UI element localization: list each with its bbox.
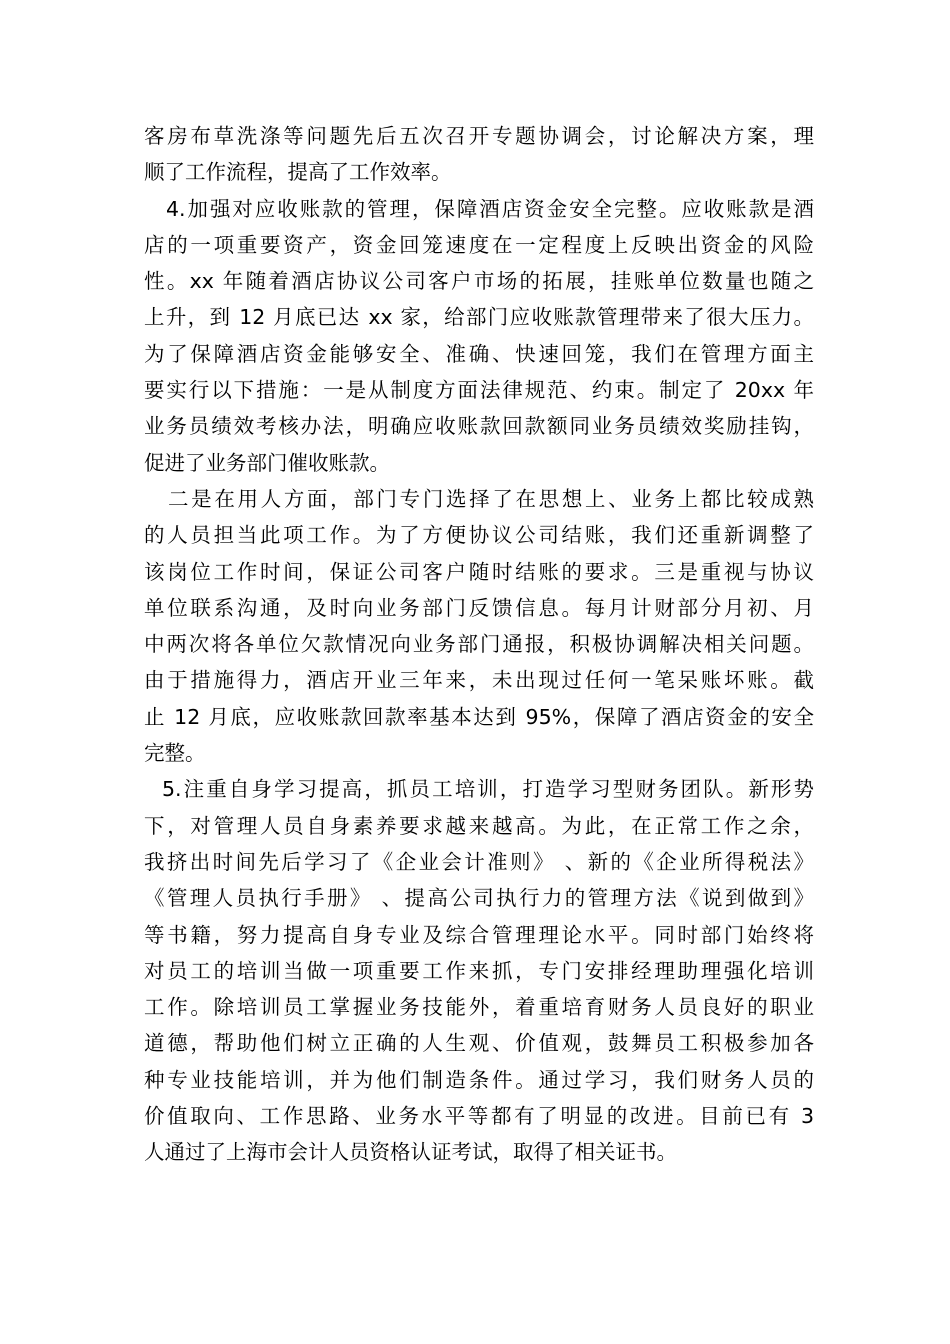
paragraph-second-measure [144,481,814,771]
text-line: 促进了业务部门催收账款。 [144,450,390,475]
text-line: 人通过了上海市会计人员资格认证考试，取得了相关证书。 [144,1140,677,1165]
text-line: 该岗位工作时间，保证公司客户随时结账的要求。三是重视与协议 [144,559,814,584]
text-line: 的人员担当此项工作。为了方便协议公司结账，我们还重新调整了 [144,523,814,548]
text-line: 等书籍，努力提高自身专业及综合管理理论水平。同时部门始终将 [144,922,814,947]
text-line: 完整。 [144,741,206,766]
text-line: 4.加强对应收账款的管理，保障酒店资金安全完整。应收账款是酒 [166,196,814,221]
text-line: 价值取向、工作思路、业务水平等都有了明显的改进。目前已有 3 [144,1104,814,1129]
text-line: 为了保障酒店资金能够安全、准确、快速回笼，我们在管理方面主 [144,341,814,366]
text-line: 止 12 月底，应收账款回款率基本达到 95%，保障了酒店资金的安全 [144,704,814,729]
text-line: 下，对管理人员自身素养要求越来越高。为此，在正常工作之余， [144,813,814,838]
text-line: 种专业技能培训，并为他们制造条件。通过学习，我们财务人员的 [144,1067,814,1092]
text-line: 上升，到 12 月底已达 xx 家，给部门应收账款管理带来了很大压力。 [144,305,814,330]
text-line: 二是在用人方面，部门专门选择了在思想上、业务上都比较成熟 [168,486,814,511]
text-line: 要实行以下措施：一是从制度方面法律规范、约束。制定了 20xx 年 [144,378,814,403]
text-line: 由于措施得力，酒店开业三年来，未出现过任何一笔呆账坏账。截 [144,668,814,693]
text-line: 业务员绩效考核办法，明确应收账款回款额同业务员绩效奖励挂钩， [144,414,814,439]
text-line: 性。xx 年随着酒店协议公司客户市场的拓展，挂账单位数量也随之 [144,269,814,294]
paragraph-item-4 [144,191,814,481]
text-line: 中两次将各单位欠款情况向业务部门通报，积极协调解决相关问题。 [144,632,814,657]
text-line: 客房布草洗涤等问题先后五次召开专题协调会，讨论解决方案，理 [144,124,814,148]
text-line: 5.注重自身学习提高，抓员工培训，打造学习型财务团队。新形势 [162,777,814,802]
text-line: 单位联系沟通，及时向业务部门反馈信息。每月计财部分月初、月 [144,595,814,620]
text-line: 对员工的培训当做一项重要工作来抓，专门安排经理助理强化培训 [144,958,814,983]
body-text [144,118,814,1171]
text-line: 道德，帮助他们树立正确的人生观、价值观，鼓舞员工积极参加各 [144,1031,814,1056]
text-line: 店的一项重要资产，资金回笼速度在一定程度上反映出资金的风险 [144,232,814,257]
text-line: 《管理人员执行手册》 、提高公司执行力的管理方法《说到做到》 [144,886,814,911]
text-line: 我挤出时间先后学习了《企业会计准则》 、新的《企业所得税法》 [144,849,814,874]
text-line: 顺了工作流程，提高了工作效率。 [144,160,452,185]
paragraph-intro [144,118,814,191]
text-line: 工作。除培训员工掌握业务技能外，着重培育财务人员良好的职业 [144,995,814,1020]
paragraph-item-5 [144,771,814,1170]
